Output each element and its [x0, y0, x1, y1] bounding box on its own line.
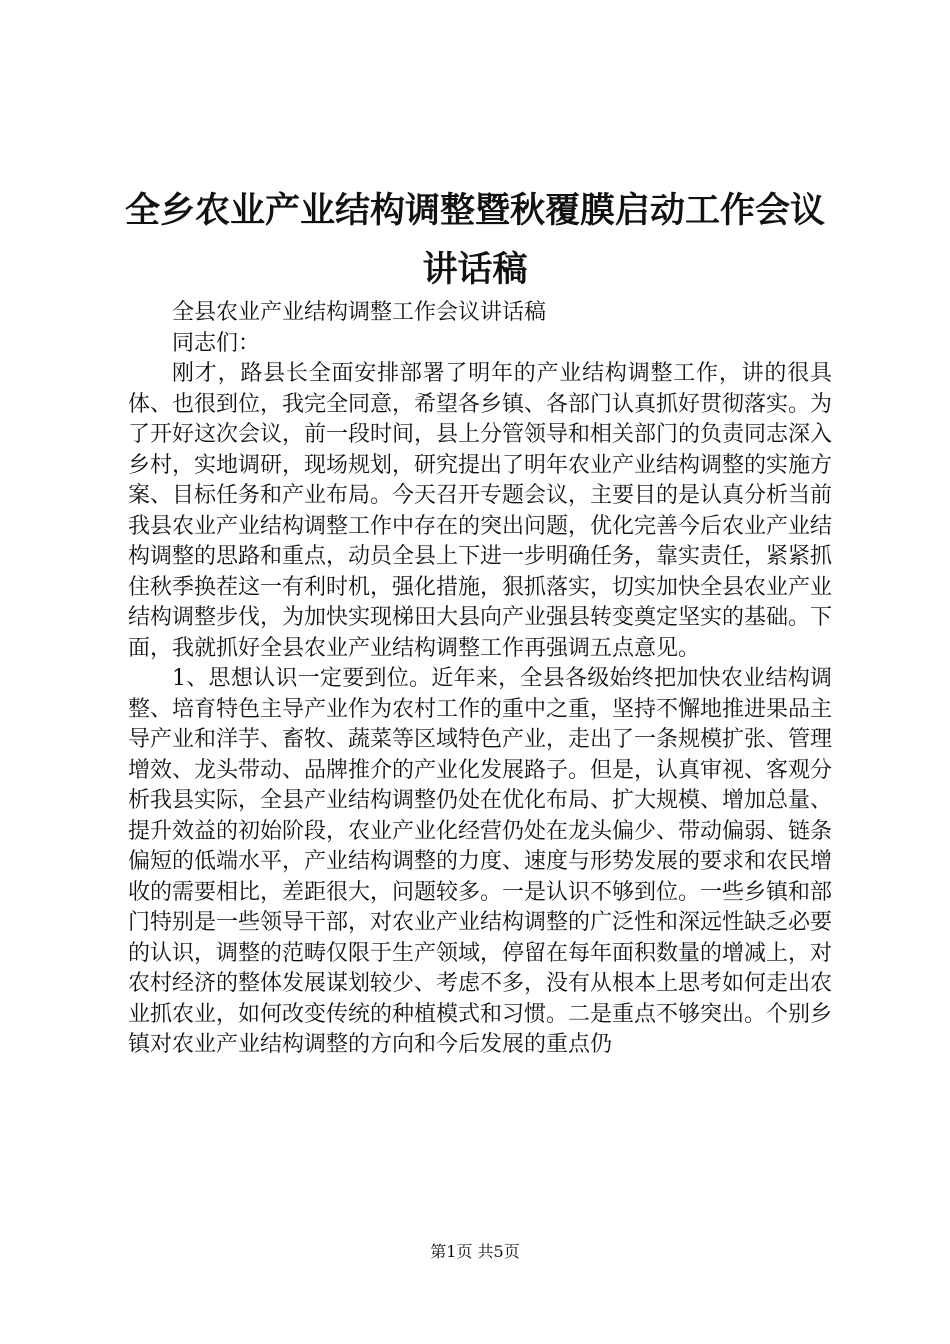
salutation: 同志们：	[172, 330, 261, 356]
document-body	[128, 298, 832, 1061]
document-subtitle: 全县农业产业结构调整工作会议讲话稿	[172, 300, 547, 325]
body-paragraph: 1、思想认识一定要到位。近年来，全县各级始终把加快农业结构调整、培育特色主导产业作为农村工作的重中之重，坚持不懈地推进果品主导产业和洋芋、畜牧、蔬菜等区域特色产业，走出了一条规模扩张、管理增效、龙头带动、品牌推介的产业化发展路子。但是，认真审视、客观分析我县实际，全县产业结构调整仍处在优化布局、扩大规模、增加总量、提升效益的初始阶段，农业产业化经营仍处在龙头偏少、带动偏弱、链条偏短的低端水平，产业结构调整的力度、速度与形势发展的要求和农民增收的需要相比，差距很大，问题较多。一是认识不够到位。一些乡镇和部门特别是一些领导干部，对农业产业结构调整的广泛性和深远性缺乏必要的认识，调整的范畴仅限于生产领域，停留在每年面积数量的增减上，对农村经济的整体发展谋划较少、考虑不多，没有从根本上思考如何走出农业抓农业，如何改变传统的种植模式和习惯。二是重点不够突出。个别乡镇对农业产业结构调整的方向和今后发展的重点仍	[128, 666, 833, 1057]
document-title-line2: 讲话稿	[422, 250, 528, 290]
page-footer: 第1页 共5页	[430, 1242, 520, 1261]
body-paragraph: 刚才，路县长全面安排部署了明年的产业结构调整工作，讲的很具体、也很到位，我完全同意，希望各乡镇、各部门认真抓好贯彻落实。为了开好这次会议，前一段时间，县上分管领导和相关部门的负责同志深入乡村，实地调研，现场规划，研究提出了明年农业产业结构调整的实施方案、目标任务和产业布局。今天召开专题会议，主要目的是认真分析当前我县农业产业结构调整工作中存在的突出问题，优化完善今后农业产业结构调整的思路和重点，动员全县上下进一步明确任务，靠实责任，紧紧抓住秋季换茬这一有利时机，强化措施，狠抓落实，切实加快全县农业产业结构调整步伐，为加快实现梯田大县向产业强县转变奠定坚实的基础。下面，我就抓好全县农业产业结构调整工作再强调五点意见。	[128, 361, 833, 661]
document-title-line1: 全乡农业产业结构调整暨秋覆膜启动工作会议	[124, 191, 825, 231]
